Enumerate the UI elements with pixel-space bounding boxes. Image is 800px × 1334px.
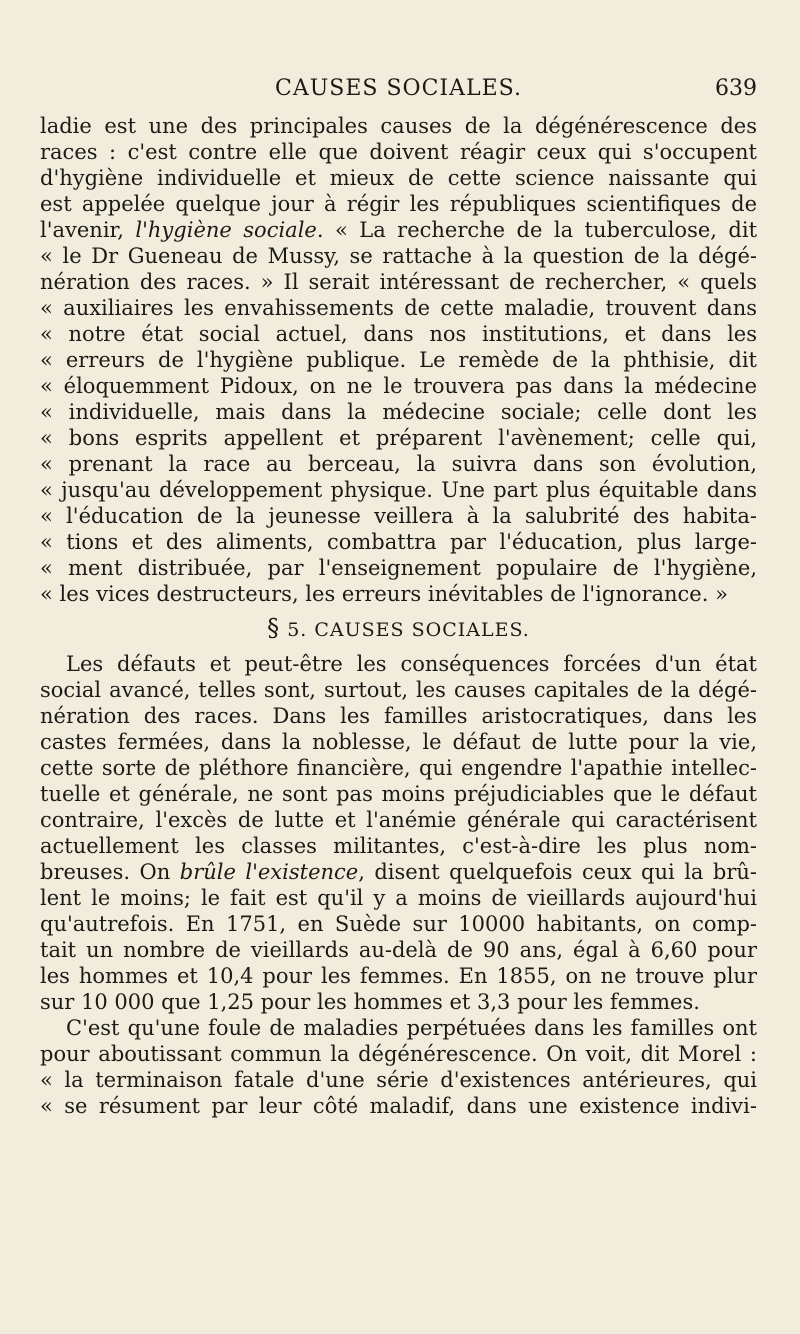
- text-line: pour aboutissant commun la dégénérescence. On voit, dit Morel :: [40, 1042, 757, 1066]
- page-number: 639: [715, 76, 757, 101]
- text-line: l'avenir, l'hygiène sociale. « La recherche de la tuberculose, dit: [40, 218, 757, 242]
- text-line: « l'éducation de la jeunesse veillera à la salubrité des habita-: [40, 504, 757, 528]
- text-line: qu'autrefois. En 1751, en Suède sur 10000 habitants, on comp-: [40, 912, 757, 936]
- text-line: ladie est une des principales causes de la dégénérescence des: [40, 114, 757, 138]
- text-line: lent le moins; le fait est qu'il y a moins de vieillards aujourd'hui: [40, 886, 757, 910]
- section-title: 5. CAUSES SOCIALES.: [287, 619, 530, 641]
- text-line: les hommes et 10,4 pour les femmes. En 1855, on ne trouve plur: [40, 964, 757, 988]
- paragraph-2: [40, 651, 757, 1015]
- text-line: actuellement les classes militantes, c'est-à-dire les plus nom-: [40, 834, 757, 858]
- text-line: « éloquemment Pidoux, on ne le trouvera pas dans la médecine: [40, 374, 757, 398]
- text-line: breuses. On brûle l'existence, disent quelquefois ceux qui la brû-: [40, 860, 757, 884]
- text-line: « la terminaison fatale d'une série d'existences antérieures, qui: [40, 1068, 757, 1092]
- text-line: « le Dr Gueneau de Mussy, se rattache à la question de la dégé-: [40, 244, 757, 268]
- text-line: tait un nombre de vieillards au-delà de 90 ans, égal à 6,60 pour: [40, 938, 757, 962]
- text-line: « ment distribuée, par l'enseignement populaire de l'hygiène,: [40, 556, 757, 580]
- page-header: [40, 76, 757, 106]
- text-line: castes fermées, dans la noblesse, le défaut de lutte pour la vie,: [40, 730, 757, 754]
- text-line: cette sorte de pléthore financière, qui engendre l'apathie intellec-: [40, 756, 757, 780]
- paragraph-1: [40, 113, 757, 607]
- text-line: nération des races. Dans les familles aristocratiques, dans les: [40, 704, 757, 728]
- text-line: races : c'est contre elle que doivent réagir ceux qui s'occupent: [40, 140, 757, 164]
- text-line: « individuelle, mais dans la médecine sociale; celle dont les: [40, 400, 757, 424]
- text-line: contraire, l'excès de lutte et l'anémie générale qui caractérisent: [40, 808, 757, 832]
- text-line: « jusqu'au développement physique. Une part plus équitable dans: [40, 478, 757, 502]
- text-line: « bons esprits appellent et préparent l'avènement; celle qui,: [40, 426, 757, 450]
- text-line: « se résument par leur côté maladif, dans une existence indivi-: [40, 1094, 757, 1118]
- paragraph-3: [40, 1015, 757, 1119]
- text-line: Les défauts et peut-être les conséquences forcées d'un état: [66, 652, 757, 676]
- text-line: « les vices destructeurs, les erreurs inévitables de l'ignorance. »: [40, 582, 728, 606]
- text-line: « prenant la race au berceau, la suivra dans son évolution,: [40, 452, 757, 476]
- body-text: [40, 113, 757, 1119]
- text-line: « auxiliaires les envahissements de cette maladie, trouvent dans: [40, 296, 757, 320]
- section-symbol: §: [267, 614, 281, 642]
- text-line: d'hygiène individuelle et mieux de cette science naissante qui: [40, 166, 757, 190]
- text-line: « notre état social actuel, dans nos institutions, et dans les: [40, 322, 757, 346]
- text-line: « tions et des aliments, combattra par l'éducation, plus large-: [40, 530, 757, 554]
- running-title: CAUSES SOCIALES.: [275, 76, 522, 101]
- text-line: « erreurs de l'hygiène publique. Le remède de la phthisie, dit: [40, 348, 757, 372]
- text-line: nération des races. » Il serait intéressant de rechercher, « quels: [40, 270, 757, 294]
- italic-phrase: l'hygiène sociale: [135, 218, 317, 242]
- italic-phrase: brûle l'existence: [179, 860, 359, 884]
- text-line: sur 10 000 que 1,25 pour les hommes et 3,3 pour les femmes.: [40, 990, 700, 1014]
- text-line: tuelle et générale, ne sont pas moins préjudiciables que le défaut: [40, 782, 757, 806]
- section-heading: [40, 615, 757, 641]
- text-line: est appelée quelque jour à régir les républiques scientifiques de: [40, 192, 757, 216]
- text-line: C'est qu'une foule de maladies perpétuées dans les familles ont: [66, 1016, 757, 1040]
- text-line: social avancé, telles sont, surtout, les causes capitales de la dégé-: [40, 678, 757, 702]
